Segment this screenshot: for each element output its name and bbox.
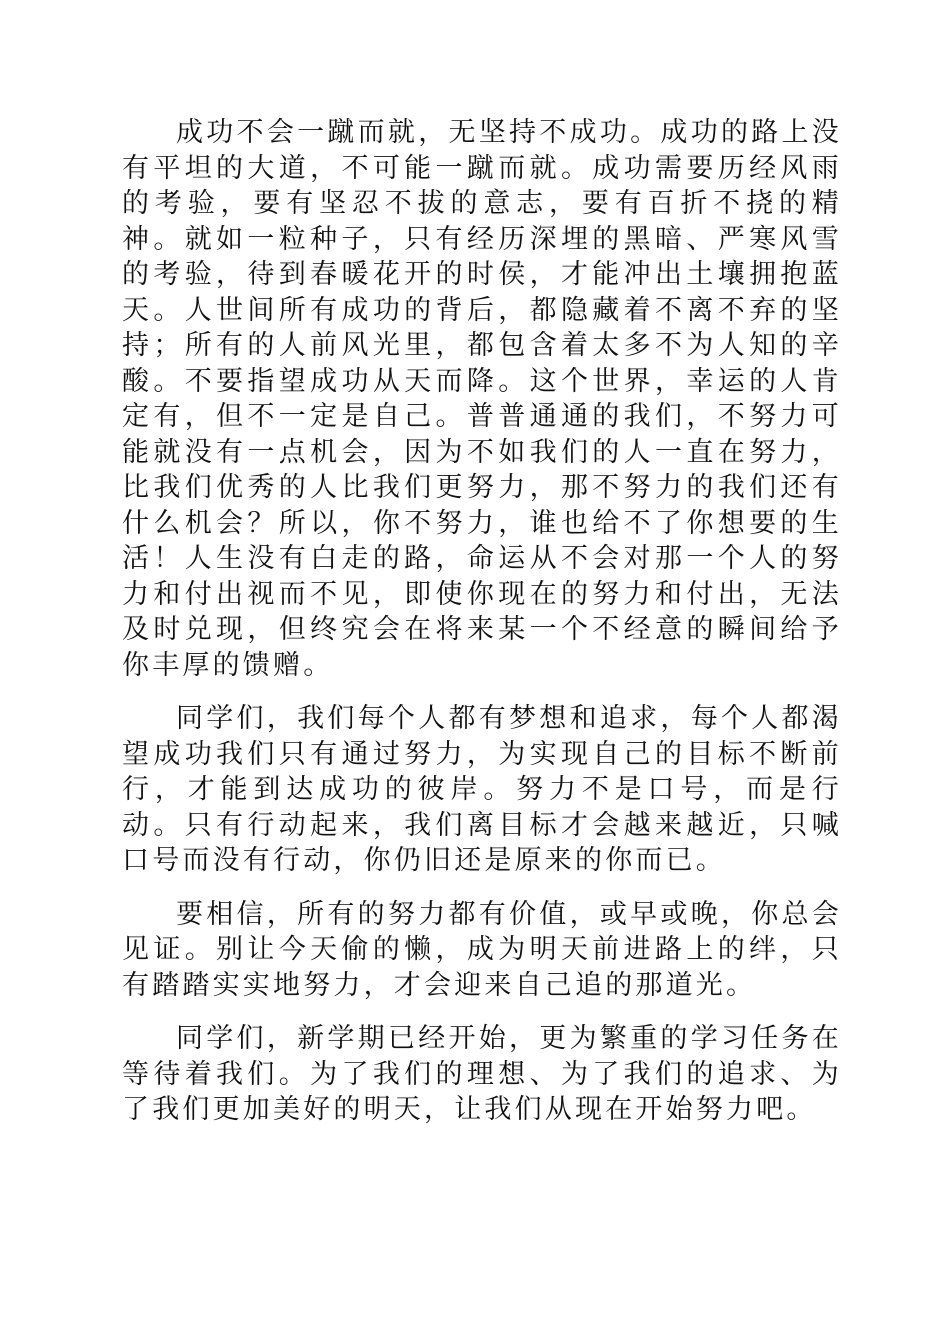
- document-body: [122, 115, 842, 1128]
- paragraph-4: 同学们，新学期已经开始，更为繁重的学习任务在等待着我们。为了我们的理想、为了我们的追求、为了我们更加美好的明天，让我们从现在开始努力吧。: [122, 1023, 842, 1125]
- paragraph-1: 成功不会一蹴而就，无坚持不成功。成功的路上没有平坦的大道，不可能一蹴而就。成功需要历经风雨的考验，要有坚忍不拔的意志，要有百折不挠的精神。就如一粒种子，只有经历深埋的黑暗、严寒风雪的考验，待到春暖花开的时侯，才能冲出土壤拥抱蓝天。人世间所有成功的背后，都隐藏着不离不弃的坚持；所有的人前风光里，都包含着太多不为人知的辛酸。不要指望成功从天而降。这个世界，幸运的人肯定有，但不一定是自己。普普通通的我们，不努力可能就没有一点机会，因为不如我们的人一直在努力，比我们优秀的人比我们更努力，那不努力的我们还有什么机会？所以，你不努力，谁也给不了你想要的生活！人生没有白走的路，命运从不会对那一个人的努力和付出视而不见，即使你现在的努力和付出，无法及时兑现，但终究会在将来某一个不经意的瞬间给予你丰厚的馈赠。: [122, 117, 842, 681]
- paragraph-3: 要相信，所有的努力都有价值，或早或晚，你总会见证。别让今天偷的懒，成为明天前进路上的绊，只有踏踏实实地努力，才会迎来自己追的那道光。: [122, 898, 842, 1001]
- paragraph-2: 同学们，我们每个人都有梦想和追求，每个人都渴望成功我们只有通过努力，为实现自己的目标不断前行，才能到达成功的彼岸。努力不是口号，而是行动。只有行动起来，我们离目标才会越来越近，只喊口号而没有行动，你仍旧还是原来的你而已。: [122, 703, 842, 876]
